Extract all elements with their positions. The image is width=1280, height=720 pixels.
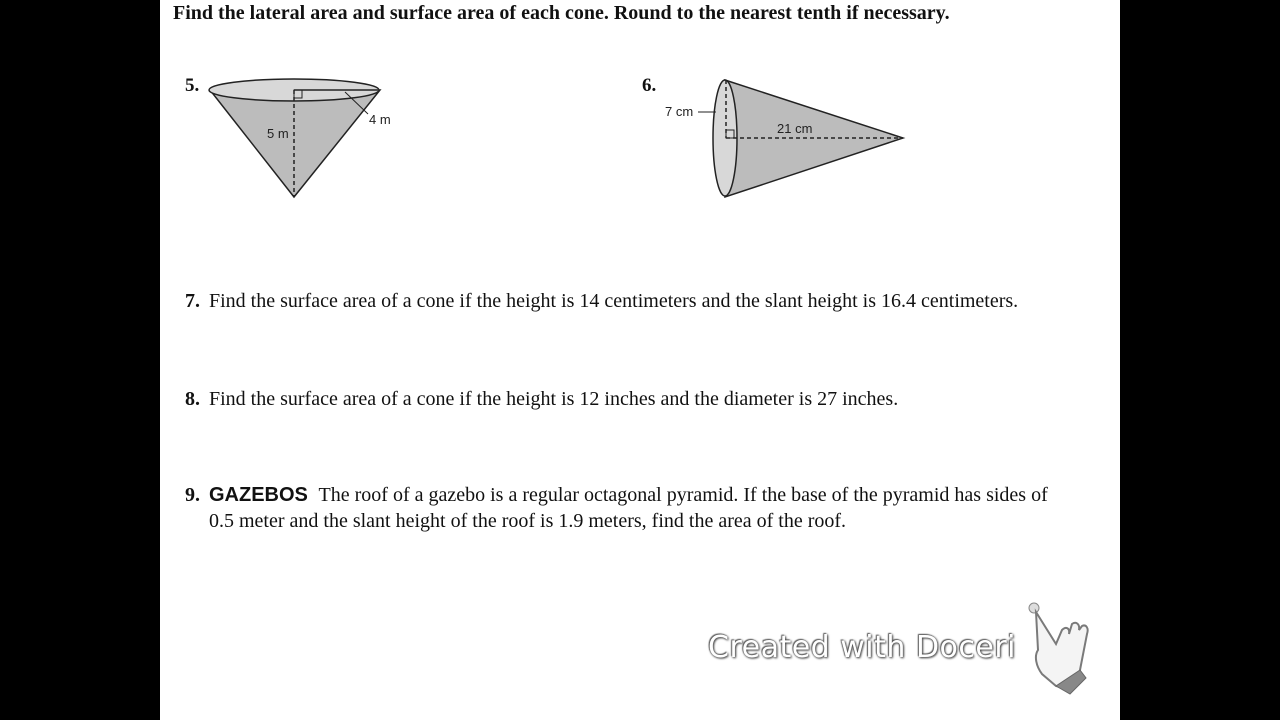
cone-6-radius-label: 7 cm — [665, 104, 694, 119]
cone-5-radius-label: 4 m — [369, 112, 391, 127]
question-7 — [185, 288, 1085, 314]
cone-5-height-label: 5 m — [267, 126, 289, 141]
question-9-number: 9. — [185, 484, 200, 506]
instructions-heading: Find the lateral area and surface area of each cone. Round to the nearest tenth if necessary. — [173, 2, 950, 24]
question-9-keyword: GAZEBOS — [209, 484, 308, 506]
question-7-text: Find the surface area of a cone if the height is 14 centimeters and the slant height is 16.4 centimeters. — [209, 290, 1019, 312]
figure-6-number: 6. — [642, 75, 657, 96]
figure-6-cone — [660, 72, 920, 207]
figure-5-number: 5. — [185, 75, 200, 96]
doceri-watermark: Created with Doceri — [708, 630, 1017, 665]
question-8-text: Find the surface area of a cone if the height is 12 inches and the diameter is 27 inches. — [209, 388, 899, 410]
question-8-number: 8. — [185, 388, 200, 410]
worksheet-page — [160, 0, 1120, 720]
question-7-number: 7. — [185, 290, 200, 312]
figure-5-cone — [200, 70, 420, 210]
cone-5-body — [210, 90, 380, 197]
question-8 — [185, 386, 1085, 412]
question-9-text: The roof of a gazebo is a regular octagonal pyramid. If the base of the pyramid has sides of 0.5 meter and the slant height of the roof is 1.9 meters, find the area of the roof. — [209, 484, 1048, 532]
pointing-hand-icon — [1022, 600, 1092, 695]
question-9 — [185, 482, 1085, 532]
cone-6-height-label: 21 cm — [777, 121, 813, 136]
question-9-body — [209, 482, 1069, 534]
